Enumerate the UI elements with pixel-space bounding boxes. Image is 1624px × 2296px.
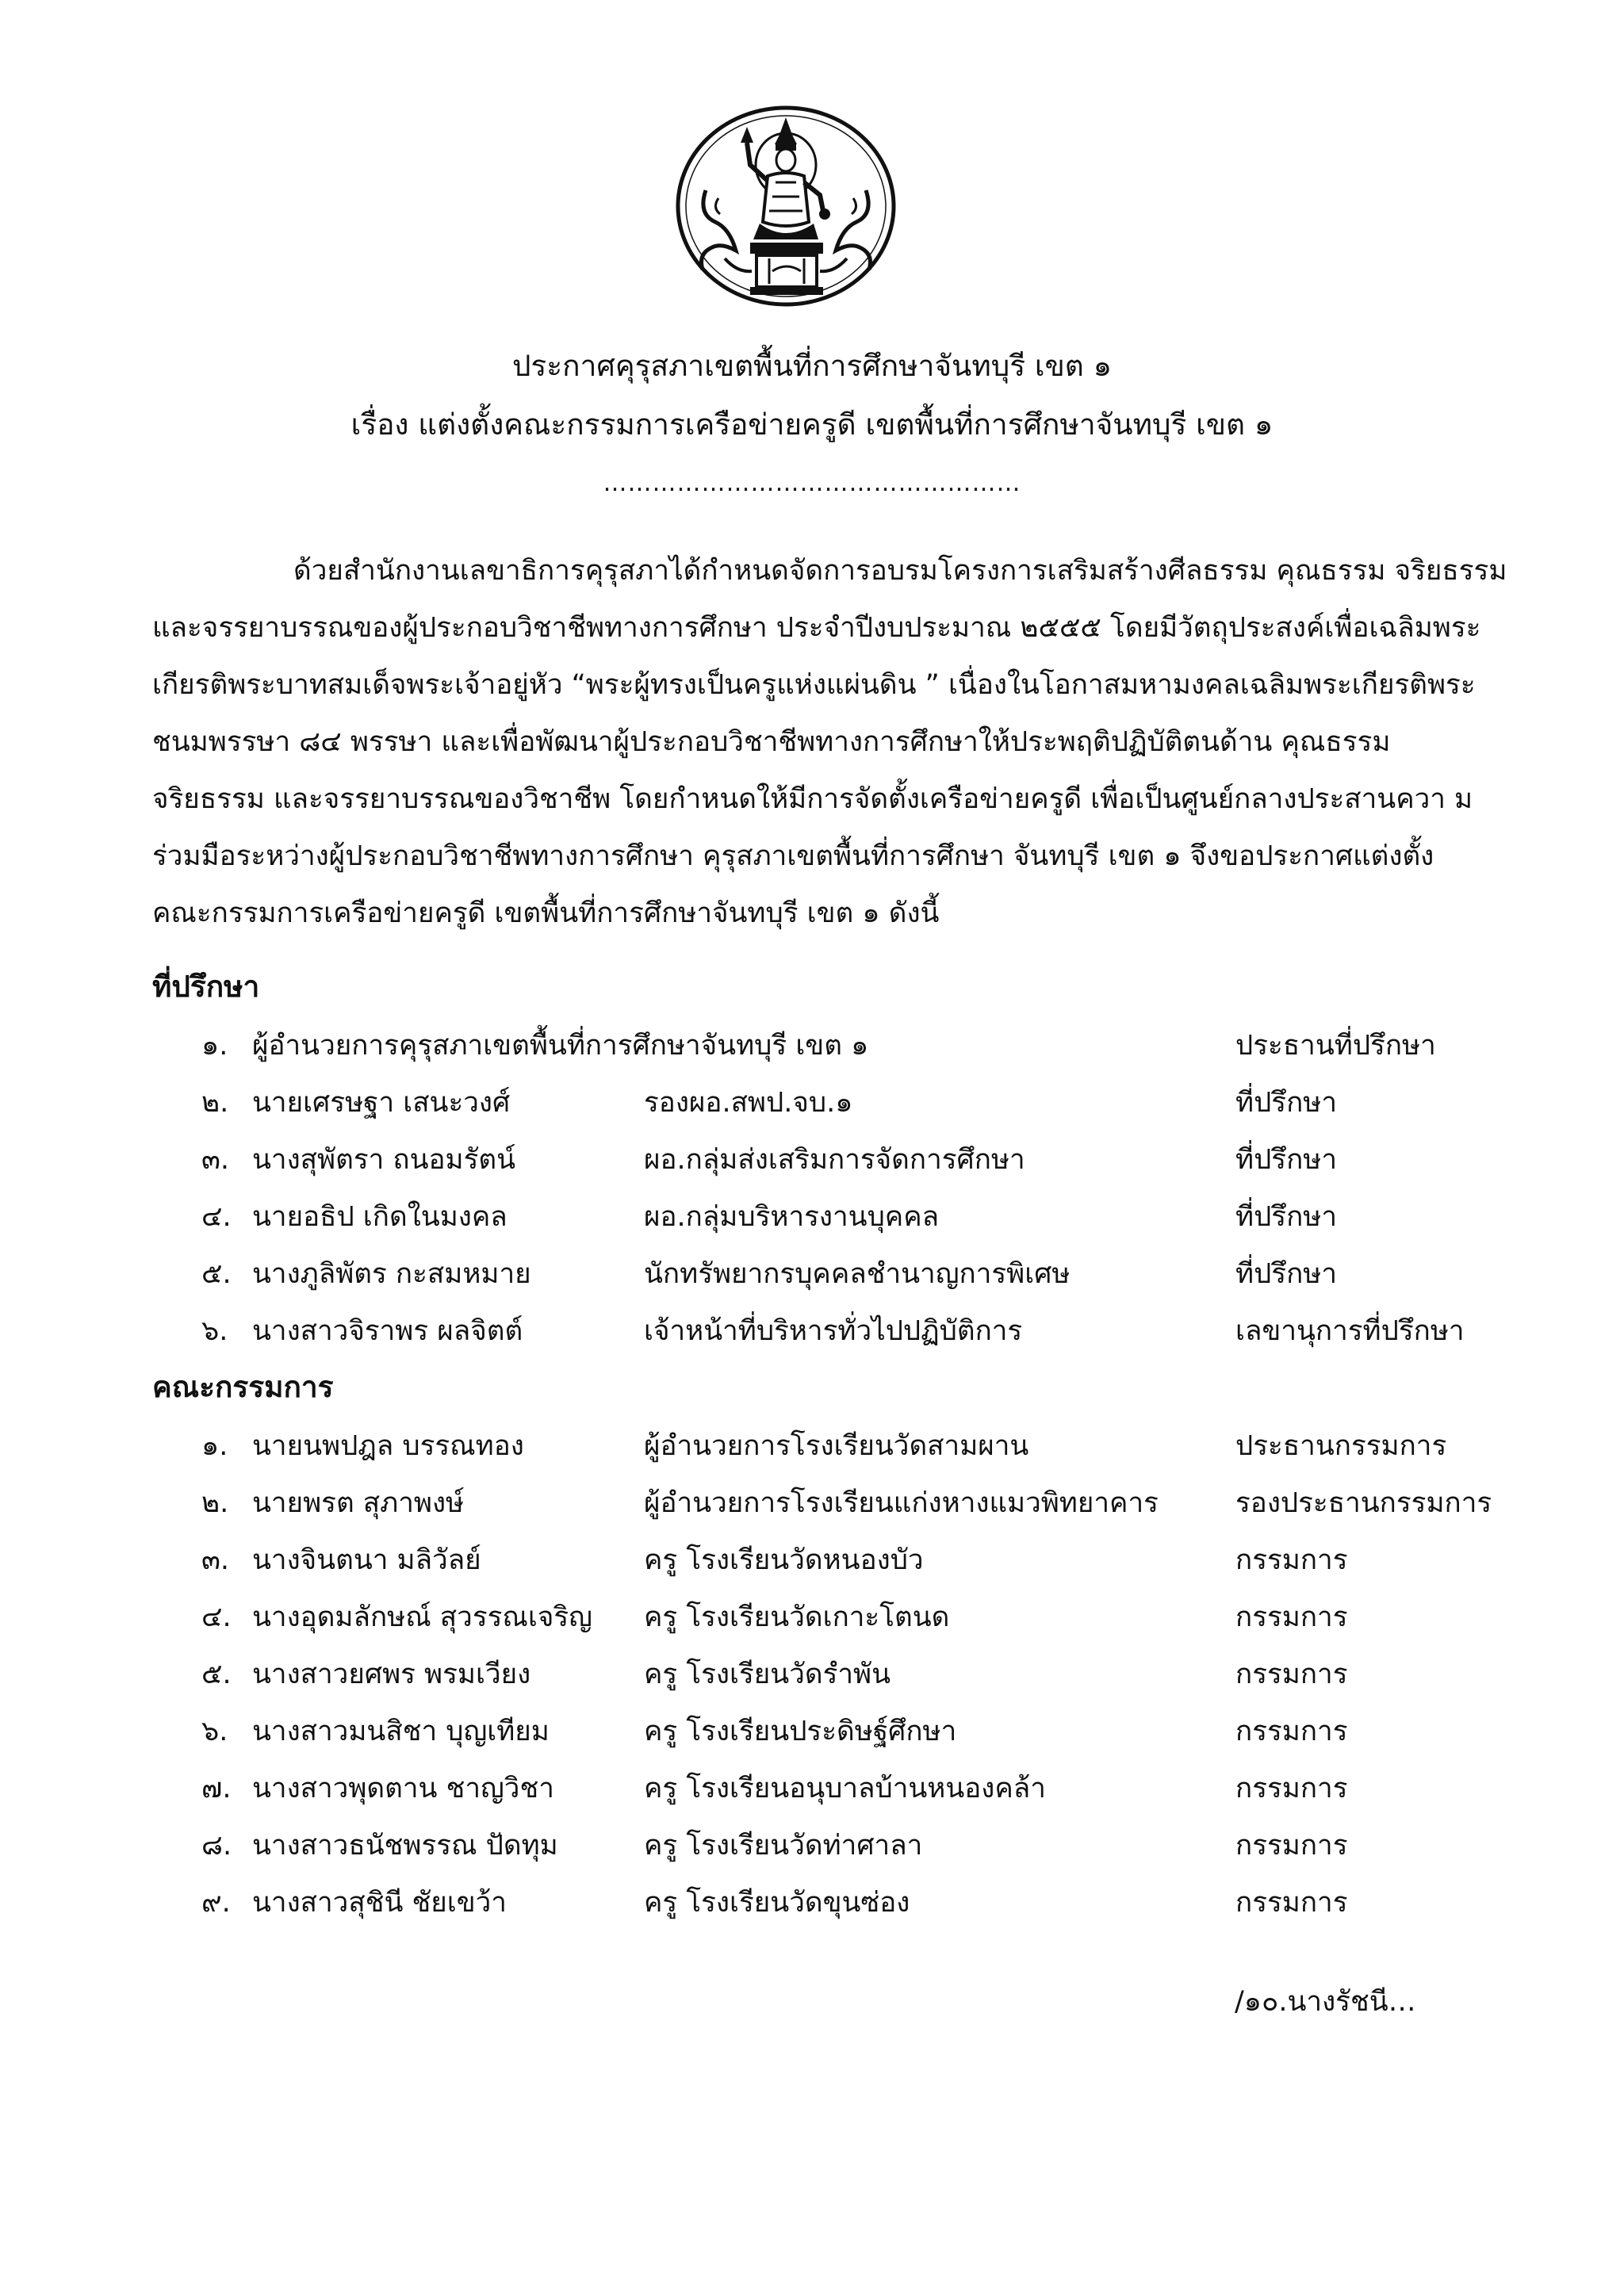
member-role: กรรมการ bbox=[1235, 1773, 1348, 1804]
committee-row bbox=[0, 1475, 1624, 1532]
member-position: ครู โรงเรียนวัดรำพัน bbox=[644, 1659, 891, 1690]
item-number: ๓. bbox=[201, 1144, 230, 1176]
advisor-position: ผอ.กลุ่มบริหารงานบุคคล bbox=[644, 1201, 940, 1233]
item-number: ๗. bbox=[201, 1773, 232, 1804]
advisors-heading: ที่ปรึกษา bbox=[152, 970, 260, 1004]
item-number: ๑. bbox=[201, 1430, 228, 1462]
khurusapha-seal-emblem bbox=[674, 103, 898, 309]
committee-row bbox=[0, 1760, 1624, 1817]
committee-row bbox=[0, 1418, 1624, 1475]
member-role: ประธานกรรมการ bbox=[1235, 1430, 1447, 1462]
advisor-role: ที่ปรึกษา bbox=[1235, 1258, 1338, 1290]
advisor-position: นักทรัพยากรบุคคลชำนาญการพิเศษ bbox=[644, 1258, 1071, 1290]
body-paragraph bbox=[152, 542, 1507, 942]
item-number: ๖. bbox=[201, 1716, 228, 1747]
item-number: ๕. bbox=[201, 1659, 232, 1690]
paragraph-line: ร่วมมือระหว่างผู้ประกอบวิชาชีพทางการศึกษา คุรุสภาเขตพื้นที่การศึกษา จันทบุรี เขต ๑ จึงขอประกาศแต่งตั้ง bbox=[152, 840, 1434, 872]
page-continuation: /๑๐.นางรัชนี… bbox=[1235, 1986, 1416, 2018]
advisor-role: ที่ปรึกษา bbox=[1235, 1087, 1338, 1119]
member-role: กรรมการ bbox=[1235, 1601, 1348, 1633]
member-name: นางสาวยศพร พรมเวียง bbox=[252, 1659, 531, 1690]
member-role: กรรมการ bbox=[1235, 1544, 1348, 1576]
committee-row bbox=[0, 1646, 1624, 1703]
advisor-role: เลขานุการที่ปรึกษา bbox=[1235, 1315, 1465, 1347]
item-number: ๕. bbox=[201, 1258, 232, 1290]
paragraph-line: ชนมพรรษา ๘๔ พรรษา และเพื่อพัฒนาผู้ประกอบวิชาชีพทางการศึกษาให้ประพฤติปฏิบัติตนด้าน คุณธรรม bbox=[152, 726, 1391, 758]
advisor-row bbox=[0, 1074, 1624, 1131]
member-name: นางสาวสุชินี ชัยเขว้า bbox=[252, 1887, 507, 1919]
item-number: ๑. bbox=[201, 1030, 228, 1062]
member-position: ครู โรงเรียนวัดท่าศาลา bbox=[644, 1830, 923, 1862]
paragraph-line: เกียรติพระบาทสมเด็จพระเจ้าอยู่หัว “พระผู้ทรงเป็นครูแห่งแผ่นดิน ” เนื่องในโอกาสมหามงคลเฉลิมพระเกียรติพระ bbox=[152, 669, 1476, 701]
advisor-row bbox=[0, 1131, 1624, 1188]
item-number: ๖. bbox=[201, 1315, 228, 1347]
advisor-name: นายอธิป เกิดในมงคล bbox=[252, 1201, 508, 1233]
member-role: กรรมการ bbox=[1235, 1830, 1348, 1862]
advisor-position: รองผอ.สพป.จบ.๑ bbox=[644, 1087, 853, 1119]
item-number: ๙. bbox=[201, 1887, 231, 1919]
member-name: นางสาวธนัชพรรณ ปัดทุม bbox=[252, 1830, 558, 1862]
title-separator: …………………………………………… bbox=[603, 469, 1021, 497]
member-name: นายพรต สุภาพงษ์ bbox=[252, 1487, 465, 1519]
announcement-subject: เรื่อง แต่งตั้งคณะกรรมการเครือข่ายครูดี เขตพื้นที่การศึกษาจันทบุรี เขต ๑ bbox=[350, 408, 1274, 442]
advisor-row bbox=[0, 1303, 1624, 1360]
advisor-name: นางสุพัตรา ถนอมรัตน์ bbox=[252, 1144, 516, 1176]
committee-row bbox=[0, 1589, 1624, 1646]
advisor-row bbox=[0, 1017, 1624, 1074]
member-role: กรรมการ bbox=[1235, 1659, 1348, 1690]
item-number: ๒. bbox=[201, 1487, 229, 1519]
advisor-role: ประธานที่ปรึกษา bbox=[1235, 1030, 1436, 1062]
paragraph-line: จริยธรรม และจรรยาบรรณของวิชาชีพ โดยกำหนดให้มีการจัดตั้งเครือข่ายครูดี เพื่อเป็นศูนย์กลางประสานควา ม bbox=[152, 783, 1473, 815]
member-role: กรรมการ bbox=[1235, 1887, 1348, 1919]
advisor-position: เจ้าหน้าที่บริหารทั่วไปปฏิบัติการ bbox=[644, 1315, 1023, 1347]
member-position: ครู โรงเรียนวัดหนองบัว bbox=[644, 1544, 924, 1576]
advisor-role: ที่ปรึกษา bbox=[1235, 1201, 1338, 1233]
item-number: ๔. bbox=[201, 1601, 232, 1633]
advisor-name: นางภูลิพัตร กะสมหมาย bbox=[252, 1258, 531, 1290]
item-number: ๒. bbox=[201, 1087, 229, 1119]
advisor-row bbox=[0, 1246, 1624, 1303]
advisor-row bbox=[0, 1188, 1624, 1246]
member-position: ครู โรงเรียนอนุบาลบ้านหนองคล้า bbox=[644, 1773, 1046, 1804]
committee-row bbox=[0, 1817, 1624, 1874]
paragraph-line: และจรรยาบรรณของผู้ประกอบวิชาชีพทางการศึกษา ประจำปีงบประมาณ ๒๕๕๕ โดยมีวัตถุประสงค์เพื่อเฉลิมพระ bbox=[152, 612, 1481, 644]
announcement-title: ประกาศคุรุสภาเขตพื้นที่การศึกษาจันทบุรี เขต ๑ bbox=[511, 349, 1113, 383]
member-position: ครู โรงเรียนประดิษฐ์ศึกษา bbox=[644, 1716, 957, 1747]
member-name: นายนพปฎล บรรณทอง bbox=[252, 1430, 524, 1462]
member-role: กรรมการ bbox=[1235, 1716, 1348, 1747]
member-position: ครู โรงเรียนวัดเกาะโตนด bbox=[644, 1601, 950, 1633]
advisor-name: นางสาวจิราพร ผลจิตต์ bbox=[252, 1315, 523, 1347]
member-role: รองประธานกรรมการ bbox=[1235, 1487, 1492, 1519]
member-name: นางสาวพุดตาน ชาญวิชา bbox=[252, 1773, 554, 1804]
advisor-name: นายเศรษฐา เสนะวงศ์ bbox=[252, 1087, 511, 1119]
committee-row bbox=[0, 1874, 1624, 1931]
item-number: ๓. bbox=[201, 1544, 230, 1576]
member-position: ผู้อำนวยการโรงเรียนแก่งหางแมวพิทยาคาร bbox=[644, 1487, 1159, 1519]
member-position: ผู้อำนวยการโรงเรียนวัดสามผาน bbox=[644, 1430, 1029, 1462]
member-name: นางสาวมนสิชา บุญเทียม bbox=[252, 1716, 550, 1747]
advisor-name: ผู้อำนวยการคุรุสภาเขตพื้นที่การศึกษาจันทบุรี เขต ๑ bbox=[252, 1030, 869, 1062]
committee-heading: คณะกรรมการ bbox=[152, 1370, 334, 1404]
committee-row bbox=[0, 1703, 1624, 1760]
paragraph-line: ด้วยสำนักงานเลขาธิการคุรุสภาได้กำหนดจัดการอบรมโครงการเสริมสร้างศีลธรรม คุณธรรม จริยธรรม bbox=[293, 555, 1507, 587]
member-position: ครู โรงเรียนวัดขุนซ่อง bbox=[644, 1887, 910, 1919]
advisor-role: ที่ปรึกษา bbox=[1235, 1144, 1338, 1176]
paragraph-line: คณะกรรมการเครือข่ายครูดี เขตพื้นที่การศึกษาจันทบุรี เขต ๑ ดังนี้ bbox=[152, 897, 940, 929]
member-name: นางอุดมลักษณ์ สุวรรณเจริญ bbox=[252, 1601, 592, 1633]
item-number: ๘. bbox=[201, 1830, 232, 1862]
member-name: นางจินตนา มลิวัลย์ bbox=[252, 1544, 481, 1576]
advisor-position: ผอ.กลุ่มส่งเสริมการจัดการศึกษา bbox=[644, 1144, 1025, 1176]
committee-row bbox=[0, 1532, 1624, 1589]
item-number: ๔. bbox=[201, 1201, 232, 1233]
